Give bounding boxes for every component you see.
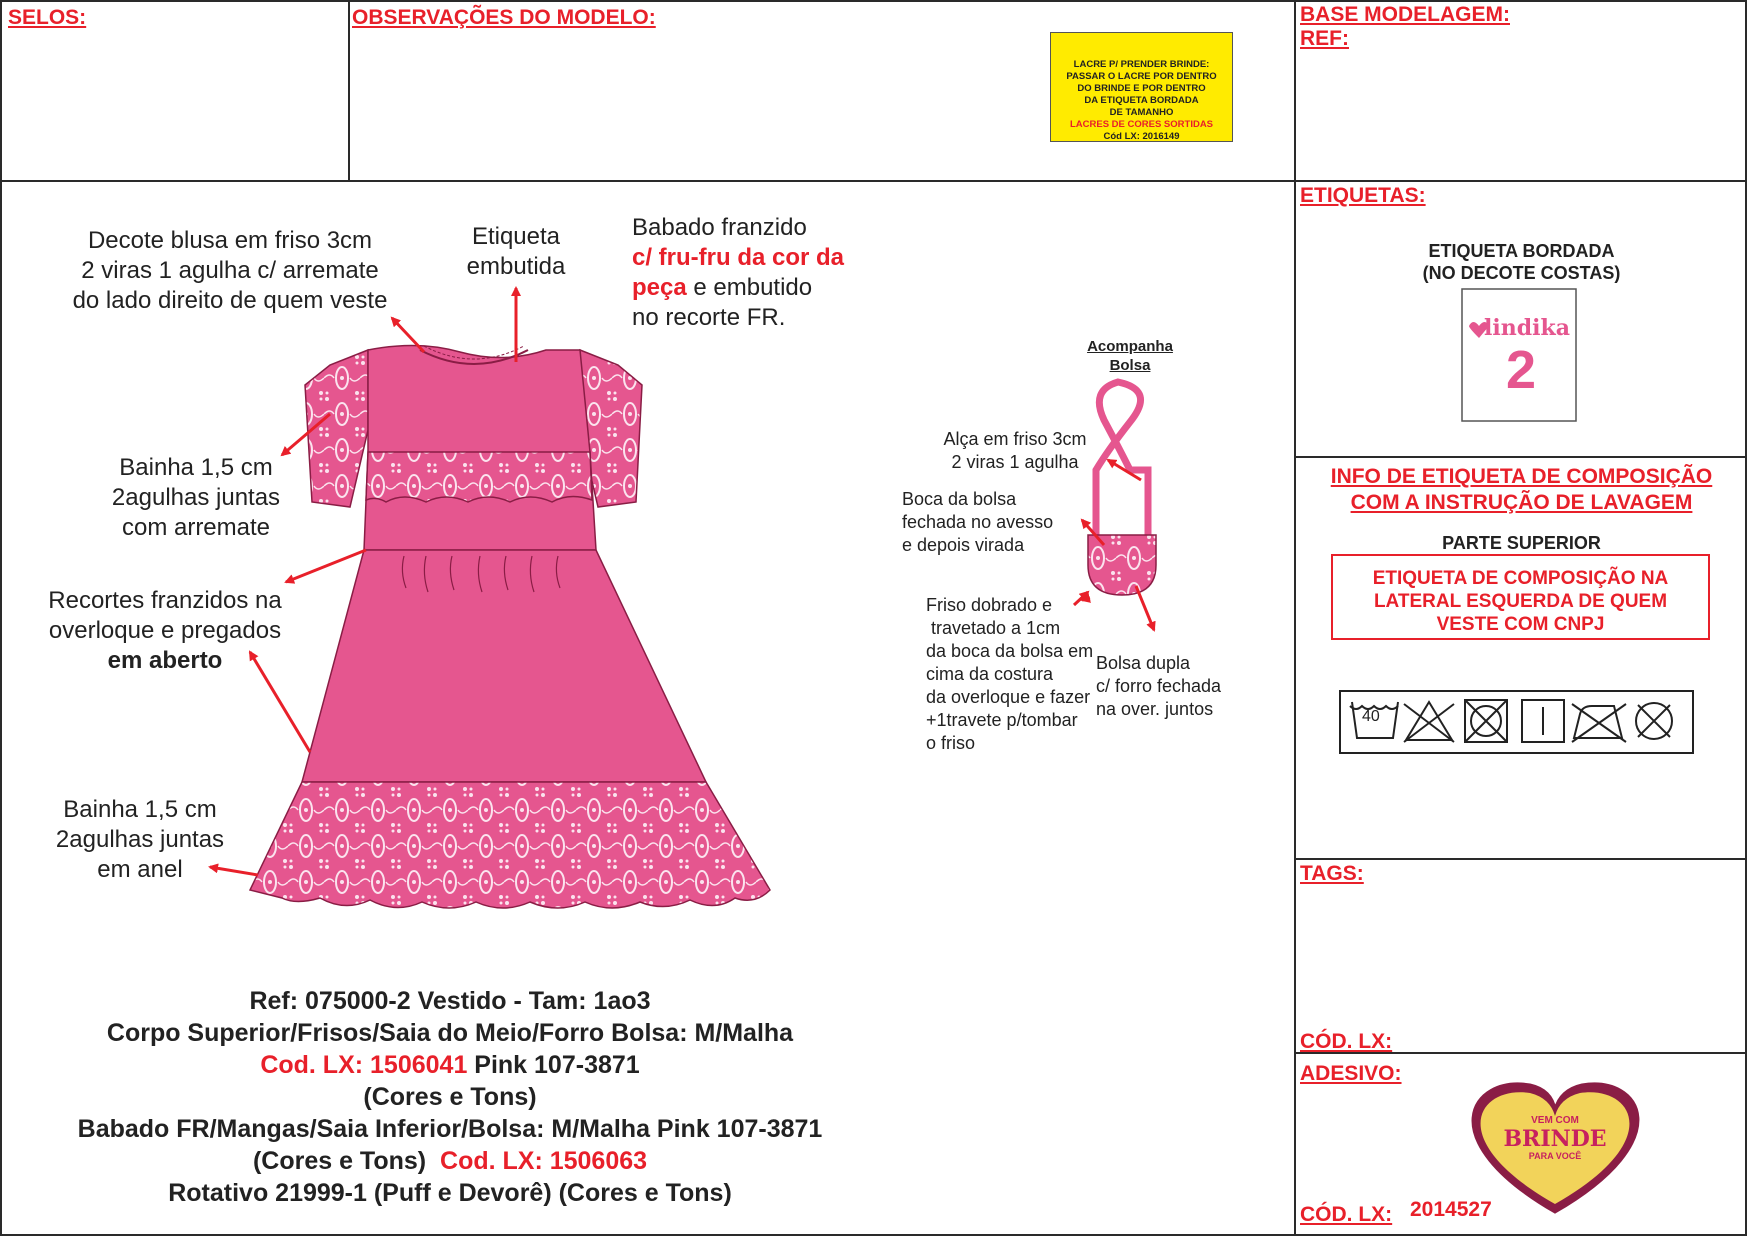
note-line-red: c/ fru-fru da cor da: [632, 244, 845, 271]
text-line: LATERAL ESQUERDA DE QUEM: [1373, 591, 1668, 612]
note-line: Recortes franzidos na: [48, 587, 282, 614]
note-boca: [902, 488, 1053, 557]
note-line: overloque e pregados: [48, 617, 282, 644]
note-line: o friso: [926, 733, 976, 753]
dress-illustration: [250, 345, 770, 908]
tags-label: TAGS:: [1300, 862, 1364, 885]
bag-strap: [1096, 382, 1148, 535]
note-line: Bainha 1,5 cm: [63, 796, 217, 823]
product-description: [0, 985, 900, 1209]
note-line: em anel: [97, 856, 183, 883]
adesivo-label: ADESIVO:: [1300, 1062, 1402, 1085]
lacre-line: DE TAMANHO: [1109, 107, 1174, 118]
note-line: Bainha 1,5 cm: [119, 454, 273, 481]
no-tumble-dry-icon: [1465, 700, 1507, 742]
note-line: fechada no avesso: [902, 512, 1054, 532]
bag-title-line: Acompanha: [1087, 338, 1173, 355]
etiquetas-label: ETIQUETAS:: [1300, 184, 1426, 207]
lacre-line: LACRE P/ PRENDER BRINDE:: [1073, 59, 1210, 70]
middle-skirt: [302, 550, 706, 782]
lacre-red-line: LACRES DE CORES SORTIDAS: [1069, 119, 1214, 130]
note-line: Etiqueta: [471, 223, 561, 250]
text-line: (NO DECOTE COSTAS): [1422, 263, 1621, 283]
bag-body: [1088, 535, 1156, 595]
note-line: c/ forro fechada: [1096, 676, 1222, 696]
desc-line: Ref: 075000-2 Vestido - Tam: 1ao3: [249, 987, 651, 1015]
lower-skirt: [250, 782, 770, 908]
note-line: cima da costura: [926, 664, 1054, 684]
sticker-top: VEM COM: [1531, 1115, 1579, 1126]
note-line: no recorte FR.: [632, 304, 786, 331]
info-composicao-title: [1296, 464, 1747, 516]
bodice: [364, 345, 596, 550]
note-line: Boca da bolsa: [902, 489, 1017, 509]
note-line: e embutido: [686, 274, 813, 301]
cod-lx-label-2: CÓD. LX:: [1300, 1203, 1393, 1226]
bag-title-line: Bolsa: [1109, 357, 1151, 374]
text-line: ETIQUETA BORDADA: [1428, 241, 1615, 261]
sticker-text: [1490, 1115, 1620, 1162]
size-number: 2: [1505, 340, 1537, 400]
desc-line: Pink 107-3871: [467, 1051, 640, 1079]
note-line: +1travete p/tombar: [926, 710, 1078, 730]
note-line: embutida: [466, 253, 566, 280]
note-bainha-saia: [30, 795, 250, 885]
note-decote: [50, 226, 410, 316]
lacre-line: DO BRINDE E POR DENTRO: [1077, 83, 1206, 94]
text-line: COM A INSTRUÇÃO DE LAVAGEM: [1350, 491, 1693, 514]
note-line: Babado franzido: [632, 214, 807, 241]
note-alca: [930, 428, 1100, 474]
note-line: 2agulhas juntas: [111, 484, 281, 511]
desc-line: Rotativo 21999-1 (Puff e Devorê) (Cores e Tons): [168, 1179, 732, 1207]
composicao-box: [1331, 554, 1710, 640]
brand-logo: lindika: [1484, 315, 1570, 341]
note-line: Bolsa dupla: [1096, 653, 1191, 673]
note-friso: [926, 594, 1093, 755]
observacoes-label: OBSERVAÇÕES DO MODELO:: [352, 6, 656, 29]
note-line: da overloque e fazer: [926, 687, 1091, 707]
desc-code-red: Cod. LX: 1506041: [260, 1051, 468, 1079]
lacre-line: PASSAR O LACRE POR DENTRO: [1066, 71, 1217, 82]
note-line: na over. juntos: [1096, 699, 1214, 719]
note-line: 2 viras 1 agulha: [951, 452, 1079, 472]
note-line: Alça em friso 3cm: [943, 429, 1087, 449]
desc-line: (Cores e Tons): [363, 1083, 537, 1111]
lacre-line: DA ETIQUETA BORDADA: [1084, 95, 1199, 106]
note-babado: [632, 213, 844, 333]
desc-line: (Cores e Tons): [252, 1147, 441, 1175]
text-line: INFO DE ETIQUETA DE COMPOSIÇÃO: [1330, 465, 1713, 488]
cod-lx-label: CÓD. LX:: [1300, 1030, 1393, 1053]
note-line: da boca da bolsa em: [926, 641, 1094, 661]
wash-temperature: 40: [1362, 708, 1380, 725]
sticker-bottom: PARA VOCÊ: [1528, 1151, 1582, 1161]
desc-line: Babado FR/Mangas/Saia Inferior/Bolsa: M/Malha Pink 107-3871: [77, 1115, 823, 1143]
etiqueta-bordada-text: [1296, 240, 1747, 284]
ruffle-babado: [366, 452, 592, 502]
wash-care-symbols: [1340, 691, 1693, 753]
text-line: VESTE COM CNPJ: [1436, 614, 1605, 635]
note-line: com arremate: [121, 514, 271, 541]
note-line: travetado a 1cm: [926, 618, 1061, 638]
bag-title: [1050, 337, 1210, 375]
note-line: Decote blusa em friso 3cm: [87, 227, 373, 254]
note-line: e depois virada: [902, 535, 1025, 555]
desc-line: Corpo Superior/Frisos/Saia do Meio/Forro Bolsa: M/Malha: [106, 1019, 794, 1047]
note-line: 2agulhas juntas: [55, 826, 225, 853]
bag-illustration: [1088, 382, 1156, 595]
note-line-bold: em aberto: [107, 647, 223, 674]
cod-lx-value-2: 2014527: [1410, 1198, 1492, 1221]
lacre-code: Cód LX: 2016149: [1103, 131, 1180, 142]
note-line: do lado direito de quem veste: [72, 287, 388, 314]
desc-code-red: Cod. LX: 1506063: [440, 1147, 648, 1175]
note-line-red: peça: [632, 274, 687, 301]
note-line: 2 viras 1 agulha c/ arremate: [81, 257, 379, 284]
ref-label: REF:: [1300, 27, 1349, 50]
note-bainha-manga: [86, 453, 306, 543]
note-line: Friso dobrado e: [926, 595, 1053, 615]
note-bolsa-dupla: [1096, 652, 1221, 721]
text-line: ETIQUETA DE COMPOSIÇÃO NA: [1372, 568, 1669, 589]
selos-label: SELOS:: [8, 6, 87, 29]
parte-superior: PARTE SUPERIOR: [1442, 533, 1601, 553]
note-recortes: [30, 586, 300, 676]
sticker-main: BRINDE: [1503, 1126, 1607, 1152]
base-modelagem-label: BASE MODELAGEM:: [1300, 3, 1510, 26]
note-etiqueta: [446, 222, 586, 282]
